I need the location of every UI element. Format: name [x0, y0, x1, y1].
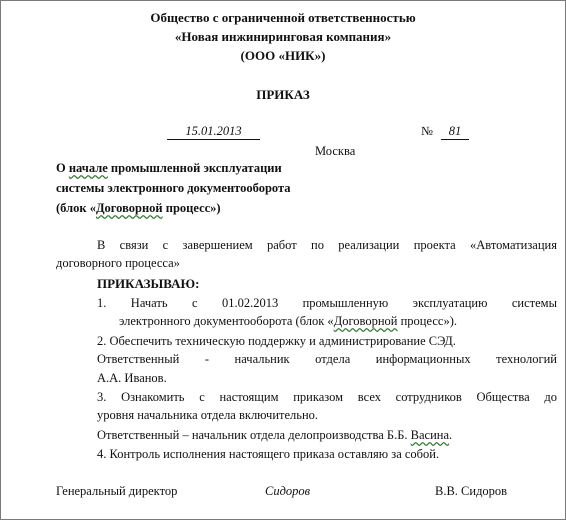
intro-line1: В связи с завершением работ по реализации проекта «Автоматизация — [97, 238, 557, 252]
subject-line3-word: Договорной — [95, 201, 163, 215]
org-short-name: (ООО «НИК») — [240, 48, 326, 63]
subject-line1-pre: О — [56, 161, 69, 175]
subject-line3 — [56, 201, 221, 216]
intro-line2: договорного процесса» — [56, 256, 180, 270]
document-title: ПРИКАЗ — [256, 87, 310, 102]
order-city: Москва — [315, 144, 356, 158]
order-word: ПРИКАЗЫВАЮ: — [97, 276, 200, 291]
org-name-line2: «Новая инжиниринговая компания» — [174, 29, 392, 44]
order-date — [167, 124, 260, 140]
resp1-line1: Ответственный - начальник отдела информационных технологий — [97, 352, 557, 366]
subject-line1 — [56, 161, 282, 176]
item3-line2: уровня начальника отдела включительно. — [97, 408, 319, 422]
resp1-line2: А.А. Иванов. — [97, 371, 167, 385]
order-date-value: 15.01.2013 — [185, 124, 242, 138]
signatory-name: В.В. Сидоров — [435, 484, 508, 498]
item1-line2-word: Договорной — [333, 314, 398, 328]
signature: Сидоров — [265, 484, 311, 498]
item4: 4. Контроль исполнения настоящего приказа оставляю за собой. — [97, 447, 440, 461]
resp2-pre: Ответственный – начальник отдела делопроизводства Б.Б. — [97, 428, 411, 442]
subject-line1-post: промышленной эксплуатации — [107, 161, 282, 175]
item1-line2-post: процесс»). — [397, 314, 457, 328]
org-name-line1: Общество с ограниченной ответственностью — [150, 10, 416, 25]
order-number-label: № — [421, 124, 433, 138]
resp2-post: . — [449, 428, 453, 442]
subject-line3-pre: (блок « — [56, 201, 96, 215]
item3-line1: 3. Ознакомить с настоящим приказом всех сотрудников Общества до — [97, 390, 557, 404]
item2: 2. Обеспечить техническую поддержку и администрирование СЭД. — [97, 334, 456, 348]
subject-line3-post: процесс») — [162, 201, 221, 215]
subject-line1-word: начале — [68, 161, 108, 175]
order-number-value: 81 — [448, 124, 462, 138]
subject-line2: системы электронного документооборота — [56, 181, 291, 195]
item1-line1: 1. Начать с 01.02.2013 промышленную эксплуатацию системы — [97, 296, 557, 310]
item1-line2-pre: электронного документооборота (блок « — [119, 314, 334, 328]
resp2-line — [97, 428, 452, 443]
signatory-position: Генеральный директор — [56, 484, 178, 498]
order-number — [441, 124, 469, 140]
resp2-word: Васина — [410, 428, 450, 442]
item1-line2 — [119, 314, 457, 329]
